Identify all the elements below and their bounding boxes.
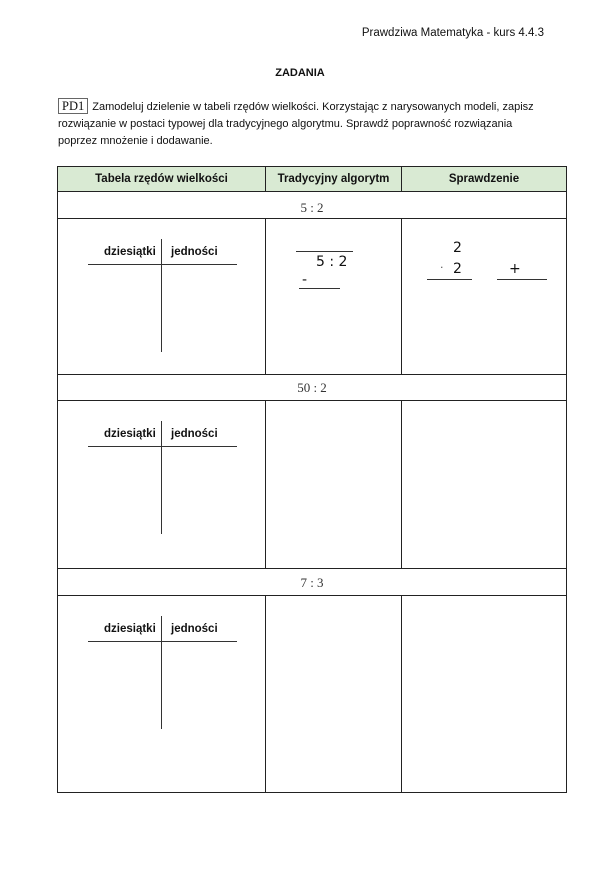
page-title: ZADANIA xyxy=(275,67,325,79)
place-value-chart-baseline xyxy=(88,264,237,265)
ones-label: jedności xyxy=(171,623,218,635)
column-divider xyxy=(401,400,402,568)
plus-sign: + xyxy=(509,261,521,277)
tens-label: dziesiątki xyxy=(104,428,156,440)
column-divider xyxy=(265,595,266,793)
column-header-check: Sprawdzenie xyxy=(402,167,566,192)
column-header-place-value: Tabela rzędów wielkości xyxy=(58,167,265,192)
column-divider xyxy=(401,167,402,192)
tens-label: dziesiątki xyxy=(104,623,156,635)
column-header-algorithm: Tradycyjny algorytm xyxy=(266,167,401,192)
row-divider xyxy=(58,374,566,375)
algorithm-expression: 5 : 2 xyxy=(316,254,348,270)
place-value-chart-divider xyxy=(161,239,162,352)
multiplication-line xyxy=(427,279,472,280)
check-factor-bottom: 2 xyxy=(453,261,462,277)
place-value-chart-baseline xyxy=(88,641,237,642)
column-divider xyxy=(401,218,402,374)
exercise-expression: 50 : 2 xyxy=(297,380,327,395)
course-label: Prawdziwa Matematyka - kurs 4.4.3 xyxy=(361,27,544,39)
ones-label: jedności xyxy=(171,246,218,258)
task-description xyxy=(58,98,548,150)
row-divider xyxy=(58,400,566,401)
column-divider xyxy=(265,218,266,374)
column-divider xyxy=(265,400,266,568)
place-value-chart-divider xyxy=(161,421,162,534)
exercise-table xyxy=(57,166,567,793)
exercise-expression: 7 : 3 xyxy=(300,575,324,590)
multiply-dot: · xyxy=(440,261,444,274)
task-tag: PD1 xyxy=(58,98,88,114)
row-divider xyxy=(58,568,566,569)
tens-label: dziesiątki xyxy=(104,246,156,258)
exercise-expression: 5 : 2 xyxy=(300,200,324,215)
minus-sign: - xyxy=(302,272,308,288)
row-divider xyxy=(58,218,566,219)
ones-label: jedności xyxy=(171,428,218,440)
place-value-chart-divider xyxy=(161,616,162,729)
column-divider xyxy=(265,167,266,192)
place-value-chart-baseline xyxy=(88,446,237,447)
subtraction-line xyxy=(299,288,340,289)
task-text: Zamodeluj dzielenie w tabeli rzędów wielkości. Korzystając z narysowanych modeli, zapisz rozwiązanie w postaci typowej dla tradycyjnego algorytmu. Sprawdź poprawność rozwiązania poprzez mnożenie i dodawanie. xyxy=(58,101,534,147)
column-divider xyxy=(401,595,402,793)
addition-line xyxy=(497,279,547,280)
check-factor-top: 2 xyxy=(453,240,462,256)
row-divider xyxy=(58,595,566,596)
division-bar xyxy=(296,251,353,252)
